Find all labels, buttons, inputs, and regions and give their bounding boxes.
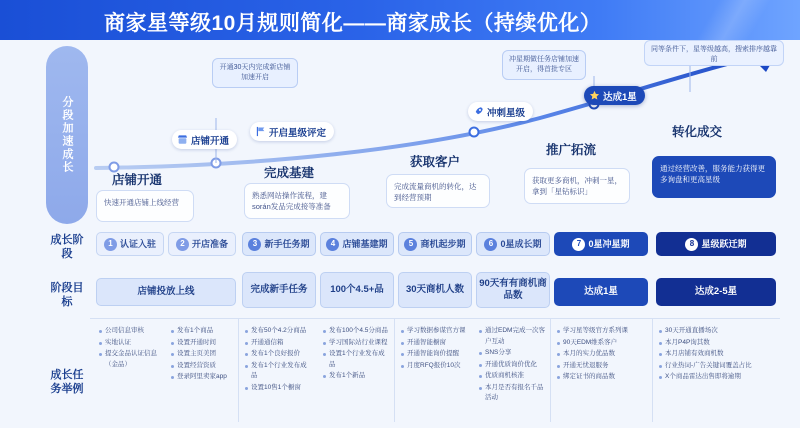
- tasks-col-1: [96, 322, 162, 374]
- badge-shop-open-label: 店铺开通: [191, 135, 230, 147]
- page-title: 商家星等级10月规则简化——商家成长（持续优化）: [104, 12, 602, 35]
- stage-desc-5: 通过经营改善，服务能力获得更多询盘和更高星级: [652, 156, 776, 198]
- task-item: 学习星等级官方系列课: [563, 326, 643, 337]
- phase-3[interactable]: [242, 232, 316, 256]
- task-item: 本月店铺有效商机数: [665, 349, 771, 360]
- left-rail-label: 分段加速成长: [61, 96, 73, 174]
- task-item: 发布1个商品: [177, 326, 231, 337]
- badge-star-rating-label: 开启星级评定: [269, 127, 327, 139]
- tasks-col-4: [320, 322, 392, 386]
- task-item: 本月的实力优品数: [563, 349, 643, 360]
- header-bar: [0, 0, 800, 40]
- tasks-col-8: [656, 322, 774, 387]
- goal-7: 达成2-5星: [656, 278, 776, 306]
- goal-5: 90天有有商机商品数: [476, 272, 550, 308]
- phase-8[interactable]: [656, 232, 776, 256]
- task-item: 实地认证: [105, 338, 159, 349]
- tasks-col-7: [554, 322, 646, 387]
- tasks-col-4-list: [329, 326, 389, 382]
- tasks-col-2-list: [177, 326, 231, 383]
- phase-2-number: 2: [176, 238, 189, 251]
- phase-3-number: 3: [248, 238, 261, 251]
- task-item: 开通通信箱: [251, 338, 311, 349]
- row-label-goal: 阶段目标: [50, 282, 84, 308]
- tasks-divider-1: [238, 318, 239, 422]
- header-ribbon-decoration: [650, 0, 800, 40]
- task-item: 本月P4P询其数: [665, 338, 771, 349]
- tasks-col-1-list: [105, 326, 159, 370]
- task-item: X个商品雷达出售即将逾期: [665, 372, 771, 383]
- tasks-col-8-list: [665, 326, 771, 383]
- tasks-col-3-list: [251, 326, 311, 393]
- tasks-col-5: [398, 322, 470, 375]
- stage-desc-3: 完成流量商机的转化，达到经营预期: [386, 174, 490, 208]
- shop-icon: [177, 134, 188, 145]
- callout-sprint: 冲星期做任务店铺加速开启，得首批专区: [502, 50, 586, 80]
- task-item: 学习国际站行业课程: [329, 338, 389, 349]
- badge-sprint-star[interactable]: [468, 102, 533, 121]
- tasks-col-2: [168, 322, 234, 387]
- row-label-tasks: 成长任务举例: [50, 369, 84, 395]
- phase-2-label: 开店准备: [191, 239, 228, 249]
- phase-4-label: 店铺基建期: [342, 239, 388, 249]
- badge-reach-one-star-label: 达成1星: [603, 91, 637, 103]
- phase-8-label: 星级跃迁期: [701, 239, 747, 249]
- task-item: SNS分享: [485, 348, 545, 359]
- phase-7-label: 0星冲星期: [588, 239, 630, 249]
- phase-6[interactable]: [476, 232, 550, 256]
- tasks-col-6-list: [485, 326, 545, 404]
- tasks-divider-2: [394, 318, 395, 422]
- task-item: 90天EDM维系客户: [563, 338, 643, 349]
- task-item: 登录阿里卖家app: [177, 372, 231, 383]
- star-icon: [589, 90, 600, 101]
- callout-30days: 开通30天内完成新店铺加速开启: [212, 58, 298, 88]
- task-item: 30天开通直播场次: [665, 326, 771, 337]
- phase-6-label: 0星成长期: [500, 239, 542, 249]
- task-item: 公司信息审核: [105, 326, 159, 337]
- phase-6-number: 6: [484, 238, 497, 251]
- phase-7-number: 7: [572, 238, 585, 251]
- task-item: 月度RFQ报价10次: [407, 361, 467, 372]
- task-item: 学习数据参谋官方课: [407, 326, 467, 337]
- task-item: 开通优质询价优化: [485, 360, 545, 371]
- callout-rank: 同等条件下，星等级越高，搜索排序越靠前: [644, 40, 784, 66]
- stage-title-2: 完成基建: [264, 166, 315, 180]
- tasks-divider-3: [550, 318, 551, 422]
- task-item: 设置主页美团: [177, 349, 231, 360]
- task-item: 绑定证书的商品数: [563, 372, 643, 383]
- task-item: 发布100个4.5分商品: [329, 326, 389, 337]
- stage-title-1: 店铺开通: [112, 173, 163, 187]
- stage-desc-2: 熟悉网站操作流程，建során发品完成接等准备: [244, 183, 350, 219]
- goal-6: 达成1星: [554, 278, 648, 306]
- phase-2[interactable]: [168, 232, 236, 256]
- task-item: 设置经营资质: [177, 361, 231, 372]
- phase-5-label: 商机起步期: [420, 239, 466, 249]
- stage-title-5: 转化成交: [672, 125, 723, 139]
- badge-reach-one-star[interactable]: [584, 86, 645, 105]
- phase-5[interactable]: [398, 232, 472, 256]
- task-item: 发布1个新品: [329, 371, 389, 382]
- task-item: 本月是否有报名千品活动: [485, 383, 545, 404]
- tasks-col-5-list: [407, 326, 467, 371]
- phase-7[interactable]: [554, 232, 648, 256]
- task-item: 发布1个行业发布成品: [251, 361, 311, 382]
- stage-title-3: 获取客户: [410, 155, 461, 169]
- task-item: 开通无忧退服务: [563, 361, 643, 372]
- row-label-phase: 成长阶段: [50, 234, 84, 260]
- task-item: 发布1个良好报价: [251, 349, 311, 360]
- task-item: 开通智能橱窗: [407, 338, 467, 349]
- task-item: 提交金品认证信息（金品）: [105, 349, 159, 370]
- tasks-col-7-list: [563, 326, 643, 383]
- task-item: 优质商机核准: [485, 371, 545, 382]
- stage-title-4: 推广拓流: [546, 143, 597, 157]
- phase-5-number: 5: [404, 238, 417, 251]
- goal-3: 100个4.5+品: [320, 272, 394, 308]
- task-item: 开通智能询价提醒: [407, 349, 467, 360]
- phase-8-number: 8: [685, 238, 698, 251]
- task-item: 设置开通时间: [177, 338, 231, 349]
- phase-3-label: 新手任务期: [264, 239, 310, 249]
- tasks-col-6: [476, 322, 548, 408]
- phase-4-number: 4: [326, 238, 339, 251]
- goal-2: 完成新手任务: [242, 272, 316, 308]
- phase-4[interactable]: [320, 232, 394, 256]
- task-item: 通过EDM完成一次客户互动: [485, 326, 545, 347]
- tasks-col-3: [242, 322, 314, 397]
- flag-icon: [255, 126, 266, 137]
- phase-1[interactable]: [96, 232, 164, 256]
- left-rail-growth: [46, 46, 88, 224]
- task-item: 设置10售1个橱窗: [251, 383, 311, 394]
- task-item: 发布50个4.2分商品: [251, 326, 311, 337]
- stage-desc-4: 获取更多商机，冲刺一星，拿到「星钻标识」: [524, 168, 630, 204]
- badge-star-rating[interactable]: [250, 122, 334, 141]
- phase-1-number: 1: [104, 238, 117, 251]
- badge-sprint-star-label: 冲刺星级: [487, 107, 526, 119]
- tasks-top-divider: [90, 318, 780, 319]
- goal-4: 30天商机人数: [398, 272, 472, 308]
- task-item: 设置1个行业发布成品: [329, 349, 389, 370]
- task-item: 行业热词-广告关键词覆盖占比: [665, 361, 771, 372]
- tasks-divider-4: [652, 318, 653, 422]
- rocket-icon: [473, 106, 484, 117]
- goal-1: 店铺投放上线: [96, 278, 236, 306]
- stage-desc-1: 快速开通店铺上线经营: [96, 190, 194, 222]
- phase-1-label: 认证入驻: [119, 239, 156, 249]
- badge-shop-open[interactable]: [172, 130, 237, 149]
